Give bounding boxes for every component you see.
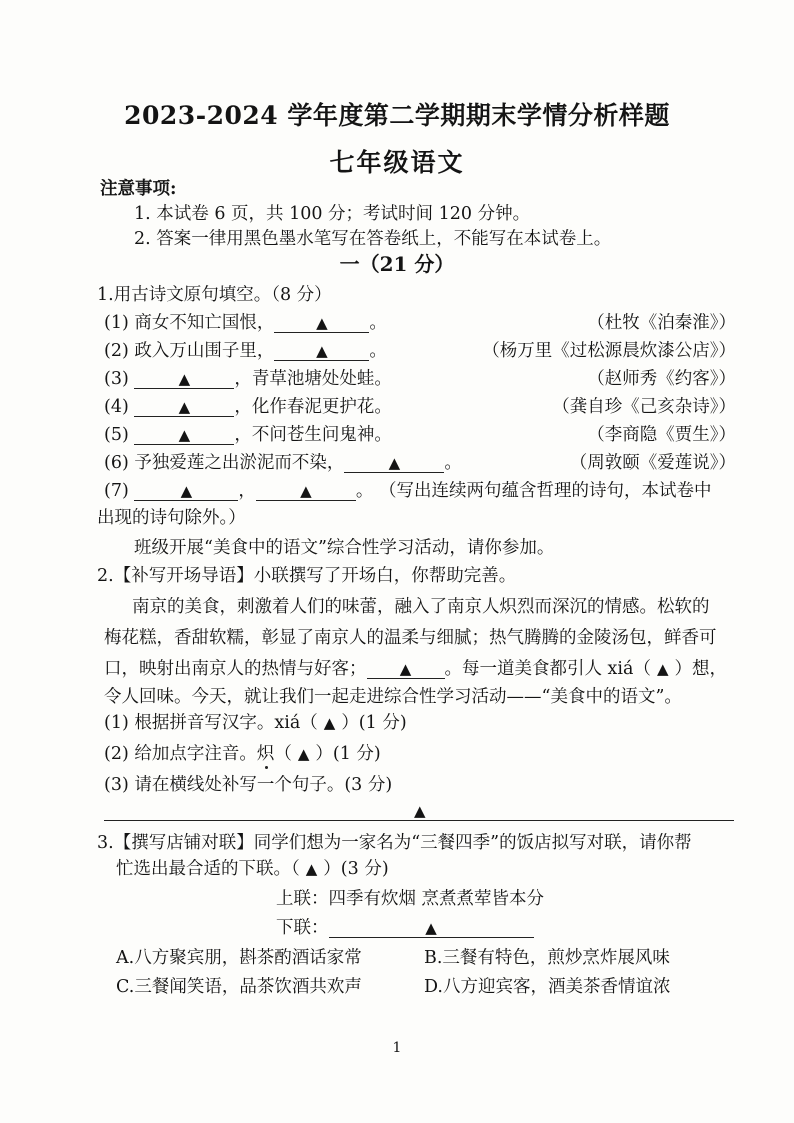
q2-passage-line-2: 梅花糕，香甜软糯，彰显了南京人的温柔与细腻；热气腾腾的金陵汤包，鲜香可	[104, 628, 717, 648]
triangle-icon: ▲	[656, 660, 669, 678]
q1-line-1	[104, 312, 387, 334]
q1-line-4	[104, 396, 392, 418]
triangle-icon: ▲	[399, 660, 412, 678]
q1-line-pre: 予独爱莲之出淤泥而不染，	[134, 453, 345, 473]
q1-line-num: (5)	[104, 425, 129, 445]
q2-sub-3: (3) 请在横线处补写一个句子。(3 分)	[104, 775, 393, 795]
q1-line-num: (1)	[104, 313, 129, 333]
q1-line7-note-cont: 出现的诗句除外。）	[97, 508, 246, 528]
answer-blank[interactable]	[344, 454, 444, 473]
q3-stem-1: 3.【撰写店铺对联】同学们想为一家名为“三餐四季”的饭店拟写对联，请你帮	[97, 833, 692, 853]
q1-source-6: （周敦颐《爱莲说》）	[569, 453, 736, 473]
q1-line-post: 。	[444, 453, 462, 473]
q1-line-pre: 商女不知亡国恨，	[134, 313, 275, 333]
triangle-icon: ▲	[316, 314, 328, 332]
q2-sub-text: (1) 根据拼音写汉字。xiá（	[104, 713, 318, 733]
triangle-icon: ▲	[297, 745, 310, 763]
q1-source-1: （杜牧《泊秦淮》）	[587, 313, 736, 333]
q2-stem: 2.【补写开场导语】小联撰写了开场白，你帮助完善。	[97, 566, 517, 586]
q2-sub-1	[104, 712, 407, 734]
q3-option-d[interactable]: D.八方迎宾客，酒美茶香情谊浓	[424, 977, 671, 997]
q3-option-b[interactable]: B.三餐有特色，煎炒烹炸展风味	[424, 948, 670, 968]
q1-line-num: (4)	[104, 397, 129, 417]
q3-stem-text: ）(3 分)	[323, 859, 389, 879]
q1-line7-note: （写出连续两句蕴含哲理的诗句，本试卷中	[378, 481, 712, 501]
q1-line-num: (3)	[104, 369, 129, 389]
q1-line-post: ，不问苍生问鬼神。	[234, 425, 392, 445]
q2-sub-text: ）(1 分)	[315, 744, 381, 764]
q1-line-7	[104, 480, 711, 502]
triangle-icon: ▲	[305, 860, 318, 878]
q3-upper-couplet	[276, 888, 544, 910]
q1-line-post: ，青草池塘处处蛙。	[234, 369, 392, 389]
triangle-icon: ▲	[178, 426, 191, 444]
lower-label: 下联：	[276, 918, 329, 938]
answer-blank[interactable]	[329, 919, 534, 938]
q2-passage-text: 口，映射出南京人的热情与好客；	[104, 659, 367, 679]
dotted-char: 炽	[256, 744, 275, 764]
q1-line-num: (6)	[104, 453, 129, 473]
q1-source-5: （李商隐《贾生》）	[587, 425, 736, 445]
q1-line-pre: 政入万山围子里，	[134, 341, 275, 361]
q1-line-post: 。	[369, 313, 387, 333]
q1-source-3: （赵师秀《约客》）	[587, 369, 736, 389]
q3-stem-text: 忙选出最合适的下联。（	[116, 859, 300, 879]
q3-option-a[interactable]: A.八方聚宾朋，斟茶酌酒话家常	[116, 948, 362, 968]
q1-line-5	[104, 424, 392, 446]
q2-passage-text: 。每一道美食都引人 xiá（	[444, 659, 651, 679]
exam-title: 2023-2024 学年度第二学期期末学情分析样题	[124, 101, 670, 130]
triangle-icon: ▲	[178, 370, 191, 388]
answer-blank[interactable]	[134, 482, 238, 501]
q2-sub-text: (2) 给加点字注音。	[104, 744, 257, 764]
page-number: 1	[392, 1040, 402, 1056]
q1-source-4: （龚自珍《己亥杂诗》）	[552, 397, 736, 417]
q3-option-c[interactable]: C.三餐闻笑语，品茶饮酒共欢声	[116, 977, 362, 997]
triangle-icon: ▲	[300, 482, 312, 500]
triangle-icon: ▲	[180, 482, 193, 500]
exam-subtitle: 七年级语文	[329, 148, 465, 177]
notice-item-2: 2. 答案一律用黑色墨水笔写在答卷纸上，不能写在本试卷上。	[134, 229, 612, 249]
q2-sub-text: （	[274, 744, 292, 764]
notice-item-1: 1. 本试卷 6 页，共 100 分；考试时间 120 分钟。	[134, 204, 531, 224]
q1-line-2	[104, 340, 387, 362]
notice-heading: 注意事项:	[100, 179, 177, 199]
q1-line-6	[104, 452, 462, 474]
q1-source-2: （杨万里《过松源晨炊漆公店》）	[482, 341, 736, 361]
triangle-icon: ▲	[388, 454, 401, 472]
answer-blank[interactable]	[134, 426, 234, 445]
q2-sub-2	[104, 743, 381, 765]
q3-stem-2	[116, 858, 389, 880]
answer-blank[interactable]	[274, 314, 369, 333]
triangle-icon: ▲	[323, 714, 336, 732]
triangle-icon: ▲	[178, 398, 191, 416]
upper-text: 四季有炊烟 烹煮煮荤皆本分	[328, 889, 545, 909]
triangle-icon: ▲	[425, 919, 437, 937]
q1-line-post: 。	[369, 341, 387, 361]
answer-blank[interactable]	[134, 370, 234, 389]
q3-lower-couplet	[276, 917, 534, 939]
q2-passage-line-3	[104, 658, 727, 680]
answer-blank[interactable]	[256, 482, 356, 501]
q1-line-post: ，化作春泥更护花。	[234, 397, 392, 417]
section-one-heading: 一（21 分）	[339, 252, 455, 276]
answer-blank[interactable]	[274, 342, 369, 361]
q2-passage-line-1: 南京的美食，刺激着人们的味蕾，融入了南京人炽烈而深沉的情感。松软的	[132, 597, 710, 617]
q1-line-num: (7)	[104, 481, 129, 501]
q1-line-num: (2)	[104, 341, 129, 361]
answer-blank[interactable]	[134, 398, 234, 417]
triangle-icon: ▲	[316, 342, 328, 360]
q1-line-end: 。	[355, 481, 374, 501]
q2-passage-line-4: 令人回味。今天，就让我们一起走进综合性学习活动——“美食中的语文”。	[104, 687, 682, 707]
upper-label: 上联：	[276, 889, 329, 909]
answer-blank[interactable]	[367, 660, 445, 679]
q2-passage-text: ）想，	[674, 659, 728, 679]
q1-line-3	[104, 368, 392, 390]
triangle-icon: ▲	[414, 802, 426, 820]
q2-sub-text: ）(1 分)	[341, 713, 407, 733]
q2-answer-line[interactable]	[104, 820, 734, 821]
activity-intro: 班级开展“美食中的语文”综合性学习活动，请你参加。	[134, 538, 555, 558]
q1-stem: 1.用古诗文原句填空。（8 分）	[97, 285, 332, 305]
q1-line-sep: ，	[238, 481, 256, 501]
